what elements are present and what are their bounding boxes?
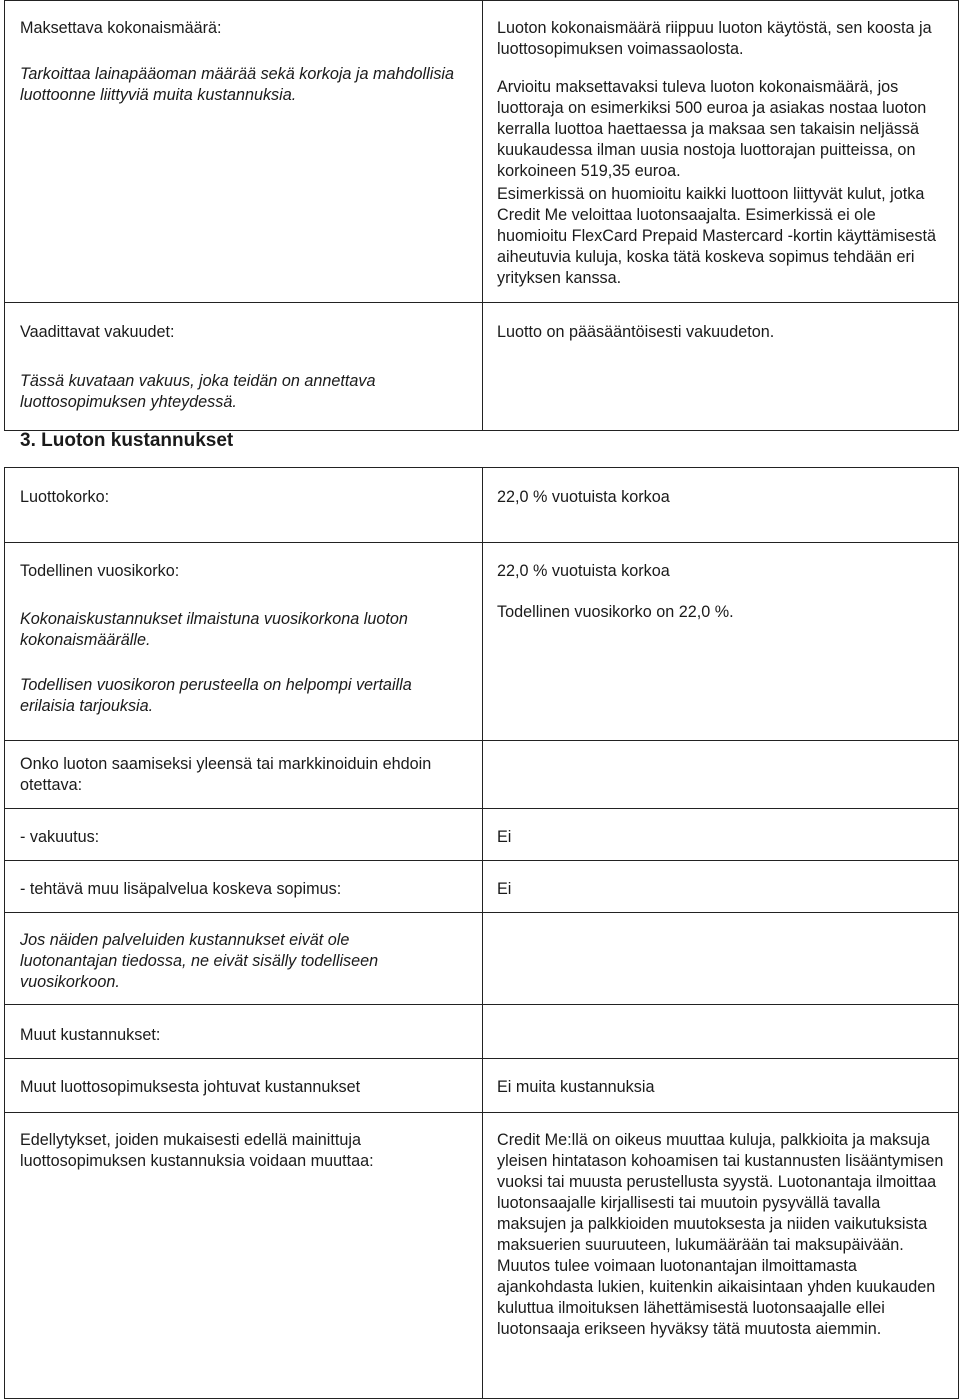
- row-divider-contract-costs: [4, 1112, 959, 1113]
- total-amount-value-p1: Luoton kokonaismäärä riippuu luoton käytöstä, sen koosta ja luottosopimuksen voimassaolosta.: [497, 19, 932, 58]
- row-divider-service: [4, 912, 959, 913]
- service-value: Ei: [497, 880, 512, 898]
- other-costs-label: Muut kustannukset:: [20, 1026, 161, 1044]
- apr-note-1: Kokonaiskustannukset ilmaistuna vuosikorkona luoton kokonaismäärälle.: [20, 610, 408, 649]
- mandatory-note: Jos näiden palveluiden kustannukset eivät ole luotonantajan tiedossa, ne eivät sisälly todelliseen vuosikorkoon.: [20, 931, 379, 991]
- service-label: - tehtävä muu lisäpalvelua koskeva sopimus:: [20, 880, 342, 898]
- table1-top-border: [4, 0, 959, 1]
- table3-middle-border: [482, 467, 483, 1399]
- row-divider-other: [4, 1058, 959, 1059]
- total-amount-value-cell: [497, 18, 947, 289]
- security-value: Luotto on pääsääntöisesti vakuudeton.: [497, 323, 775, 341]
- insurance-label: - vakuutus:: [20, 828, 100, 846]
- table3-left-border: [4, 467, 5, 1399]
- total-amount-note: Tarkoittaa lainapääoman määrää sekä korkoja ja mahdollisia luottoonne liittyviä muita kustannuksia.: [20, 65, 455, 104]
- row-divider-mandatory-header: [4, 808, 959, 809]
- conditions-label: Edellytykset, joiden mukaisesti edellä mainittuja luottosopimuksen kustannuksia voidaan muuttaa:: [20, 1131, 374, 1170]
- row-divider-mandatory-note: [4, 1004, 959, 1005]
- interest-value: 22,0 % vuotuista korkoa: [497, 488, 670, 506]
- security-label-cell: [20, 322, 470, 413]
- total-amount-value-p2: Arvioitu maksettavaksi tuleva luoton kokonaismäärä, jos luottoraja on esimerkiksi 500 euroa ja asiakas nostaa luoton kerralla luottoa haettaessa ja maksaa sen takaisin neljässä kuukaudessa ilman uusia nostoja luottorajan puitteissa, on korkoineen 519,35 euroa.: [497, 78, 927, 180]
- table3-top-border: [4, 467, 959, 468]
- table3-right-border: [958, 467, 959, 1399]
- apr-label-cell: [20, 561, 470, 717]
- insurance-value: Ei: [497, 828, 512, 846]
- contract-costs-label: Muut luottosopimuksesta johtuvat kustannukset: [20, 1078, 361, 1096]
- table1-right-border: [958, 0, 959, 430]
- table1-middle-border: [482, 0, 483, 430]
- security-value-cell: [497, 322, 947, 343]
- mandatory-label: Onko luoton saamiseksi yleensä tai markkinoiduin ehdoin otettava:: [20, 755, 432, 794]
- security-label: Vaadittavat vakuudet:: [20, 323, 175, 341]
- total-amount-value-p3: Esimerkissä on huomioitu kaikki luottoon liittyvät kulut, jotka Credit Me veloittaa luotonsaajalta. Esimerkissä ei ole huomioitu FlexCard Prepaid Mastercard -kortin käyttämisestä aiheutuvia kuluja, koska tätä koskeva sopimus tehdään eri yrityksen kanssa.: [497, 185, 937, 287]
- section3-heading: 3. Luoton kustannukset: [20, 430, 234, 451]
- row-divider-insurance: [4, 860, 959, 861]
- row-divider-interest: [4, 542, 959, 543]
- conditions-value: Credit Me:llä on oikeus muuttaa kuluja, palkkioita ja maksuja yleisen hintatason kohoamisen tai kustannusten lisääntymisen vuoksi tai muusta perustellusta syystä. Luotonantaja ilmoittaa luotonsaajalle kirjallisesti tai muutoin pysyvällä tavalla maksujen ja palkkioiden muutoksesta ja niiden vaikutuksista maksuerien suuruuteen, lukumäärään tai maksupäivään. Muutos tulee voimaan luotonantajan ilmoittamasta ajankohdasta lukien, kuitenkin aikaisintaan yhden kuukauden kuluttua ilmoituksen lähettämisestä luotonsaajalle ellei luotonsaaja erikseen hyväksy tätä muutosta aiemmin.: [497, 1131, 944, 1338]
- total-amount-label: Maksettava kokonaismäärä:: [20, 19, 222, 37]
- apr-value-2: Todellinen vuosikorko on 22,0 %.: [497, 603, 734, 621]
- table1-row-divider: [4, 302, 959, 303]
- apr-value-1: 22,0 % vuotuista korkoa: [497, 562, 670, 580]
- interest-label: Luottokorko:: [20, 488, 110, 506]
- contract-costs-value: Ei muita kustannuksia: [497, 1078, 655, 1096]
- apr-note-2: Todellisen vuosikoron perusteella on helpompi vertailla erilaisia tarjouksia.: [20, 676, 412, 715]
- apr-label: Todellinen vuosikorko:: [20, 562, 180, 580]
- table1-left-border: [4, 0, 5, 430]
- security-note: Tässä kuvataan vakuus, joka teidän on annettava luottosopimuksen yhteydessä.: [20, 372, 376, 411]
- row-divider-apr: [4, 740, 959, 741]
- total-amount-label-cell: [20, 18, 470, 106]
- apr-value-cell: [497, 561, 947, 623]
